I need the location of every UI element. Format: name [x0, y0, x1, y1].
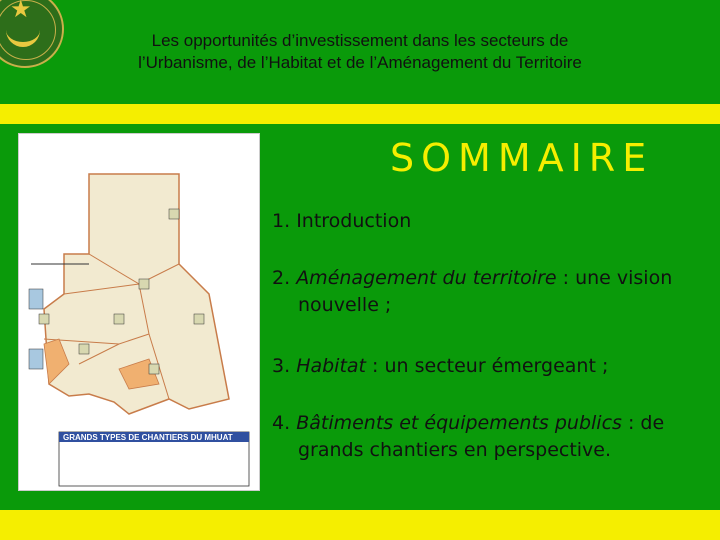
item-text-italic: Habitat: [296, 355, 366, 377]
sommaire-heading: SOMMAIRE: [390, 136, 654, 180]
item-text: : une vision: [556, 267, 673, 289]
item-number: 3.: [272, 355, 291, 377]
item-number: 1.: [272, 210, 291, 232]
item-text: Introduction: [296, 210, 412, 232]
item-number: 4.: [272, 412, 291, 434]
item-text-italic: Bâtiments et équipements publics: [296, 412, 622, 434]
national-seal-icon: ★: [0, 0, 64, 68]
top-divider-bar: [0, 104, 720, 124]
item-text-line2: grands chantiers en perspective.: [298, 439, 612, 461]
item-text: : de: [621, 412, 665, 434]
list-item: [272, 353, 702, 380]
map-legend-title: GRANDS TYPES DE CHANTIERS DU MHUAT: [63, 433, 233, 442]
header: [0, 0, 720, 100]
list-item: [272, 265, 702, 319]
item-text-italic: Aménagement du territoire: [296, 267, 557, 289]
list-item: [272, 208, 702, 235]
slide-title-line-2: l’Urbanisme, de l’Habitat et de l’Aménagement du Territoire: [138, 53, 582, 72]
item-text: : un secteur émergeant ;: [366, 355, 609, 377]
item-text-line2: nouvelle ;: [298, 294, 392, 316]
list-item: [272, 410, 702, 464]
item-number: 2.: [272, 267, 291, 289]
map-image: [18, 133, 260, 491]
bottom-divider-bar: [0, 510, 720, 540]
slide-title-line-1: Les opportunités d’investissement dans les secteurs de: [151, 31, 569, 50]
